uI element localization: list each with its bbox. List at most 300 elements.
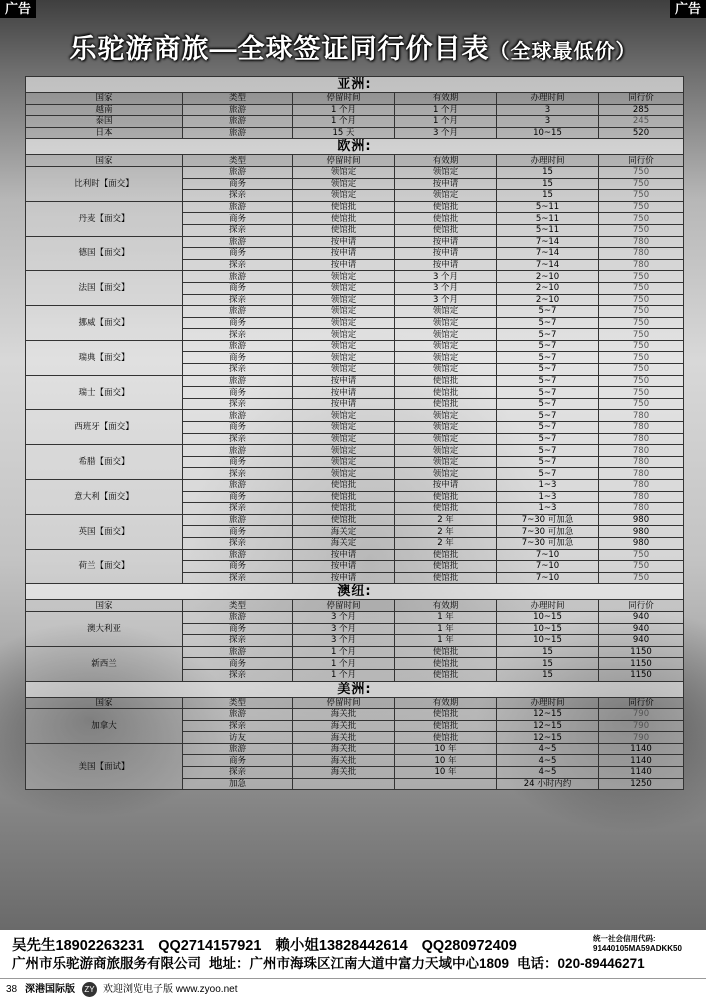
validity-cell: 领馆定 [395,352,497,364]
visa-type-cell: 商务 [183,282,293,294]
price-cell: 750 [599,398,684,410]
title-sub: （全球最低价） [489,41,637,63]
region-heading: 澳纽: [26,584,684,600]
price-cell: 780 [599,456,684,468]
price-cell: 750 [599,282,684,294]
column-header: 停留时间 [293,93,395,105]
column-header: 有效期 [395,600,497,612]
visa-type-cell: 商务 [183,526,293,538]
table-row [26,549,684,561]
processing-cell: 5~7 [497,410,599,422]
credit-code-value: 91440105MA59ADKK50 [593,944,682,953]
contact-lai: 赖小姐13828442614 [275,938,408,954]
validity-cell: 3 个月 [395,271,497,283]
table-row [26,236,684,248]
visa-type-cell: 探亲 [183,259,293,271]
price-cell: 980 [599,537,684,549]
table-row [26,514,684,526]
visa-type-cell: 旅游 [183,445,293,457]
stay-cell: 按申请 [293,259,395,271]
country-cell: 瑞典【面交】 [26,340,183,375]
processing-cell: 15 [497,646,599,658]
stay-cell: 领馆定 [293,422,395,434]
column-header-row [26,93,684,105]
price-cell: 790 [599,720,684,732]
stay-cell: 按申请 [293,387,395,399]
company-name: 广州市乐驼游商旅服务有限公司 [12,956,201,971]
visa-type-cell: 商务 [183,491,293,503]
stay-cell: 使馆批 [293,491,395,503]
stay-cell: 领馆定 [293,294,395,306]
visa-type-cell: 商务 [183,623,293,635]
validity-cell: 使馆批 [395,720,497,732]
stay-cell: 领馆定 [293,445,395,457]
column-header: 类型 [183,93,293,105]
column-header: 类型 [183,600,293,612]
table-row [26,201,684,213]
column-header: 同行价 [599,697,684,709]
validity-cell: 使馆批 [395,561,497,573]
stay-cell: 海关批 [293,755,395,767]
price-cell: 750 [599,561,684,573]
price-cell: 940 [599,611,684,623]
stay-cell: 领馆定 [293,352,395,364]
table-row [26,445,684,457]
processing-cell: 4~5 [497,755,599,767]
contact-wu: 吴先生18902263231 [12,938,145,954]
processing-cell: 7~14 [497,236,599,248]
price-cell: 1250 [599,778,684,790]
column-header: 类型 [183,697,293,709]
table-row [26,709,684,721]
processing-cell: 5~11 [497,224,599,236]
stay-cell: 15 天 [293,127,395,139]
visa-type-cell: 商务 [183,755,293,767]
ad-label-left: 广告 [0,0,36,18]
stay-cell: 海关批 [293,767,395,779]
table-row [26,340,684,352]
price-cell: 750 [599,340,684,352]
stay-cell: 领馆定 [293,456,395,468]
stay-cell: 按申请 [293,375,395,387]
validity-cell: 领馆定 [395,433,497,445]
region-heading: 亚洲: [26,77,684,93]
validity-cell: 使馆批 [395,646,497,658]
visa-type-cell: 旅游 [183,166,293,178]
table-row [26,743,684,755]
processing-cell: 15 [497,658,599,670]
processing-cell: 10~15 [497,611,599,623]
price-cell: 520 [599,127,684,139]
processing-cell: 15 [497,190,599,202]
validity-cell: 使馆批 [395,213,497,225]
visa-type-cell: 探亲 [183,572,293,584]
column-header: 有效期 [395,93,497,105]
website-link[interactable]: 欢迎浏览电子版 www.zyoo.net [103,984,238,995]
price-cell: 750 [599,549,684,561]
processing-cell: 1~3 [497,503,599,515]
price-cell: 1140 [599,767,684,779]
section-row [26,681,684,697]
validity-cell: 领馆定 [395,445,497,457]
validity-cell: 领馆定 [395,340,497,352]
column-header: 国家 [26,155,183,167]
visa-type-cell: 旅游 [183,514,293,526]
validity-cell: 领馆定 [395,329,497,341]
validity-cell: 10 年 [395,743,497,755]
visa-type-cell: 探亲 [183,468,293,480]
price-cell: 750 [599,201,684,213]
validity-cell: 使馆批 [395,387,497,399]
stay-cell: 使馆批 [293,201,395,213]
price-cell: 780 [599,503,684,515]
column-header: 同行价 [599,155,684,167]
stay-cell: 领馆定 [293,306,395,318]
processing-cell: 5~7 [497,456,599,468]
validity-cell: 按申请 [395,178,497,190]
processing-cell: 24 小时内约 [497,778,599,790]
country-cell: 瑞士【面交】 [26,375,183,410]
visa-type-cell: 探亲 [183,224,293,236]
region-heading: 美洲: [26,681,684,697]
processing-cell: 5~7 [497,375,599,387]
price-cell: 780 [599,259,684,271]
validity-cell: 按申请 [395,236,497,248]
table-row [26,375,684,387]
company-address: 地址：广州市海珠区江南大道中富力天域中心1809 [209,956,510,971]
country-cell: 加拿大 [26,709,183,744]
page-number: 38 [6,984,18,995]
section-row [26,584,684,600]
stay-cell: 按申请 [293,549,395,561]
table-row [26,166,684,178]
region-heading: 欧洲: [26,139,684,155]
table-row [26,480,684,492]
visa-type-cell: 旅游 [183,549,293,561]
visa-type-cell: 探亲 [183,767,293,779]
processing-cell: 5~7 [497,340,599,352]
country-cell: 西班牙【面交】 [26,410,183,445]
price-cell: 780 [599,248,684,260]
price-cell: 780 [599,480,684,492]
price-cell: 1140 [599,755,684,767]
validity-cell: 使馆批 [395,669,497,681]
column-header: 同行价 [599,600,684,612]
processing-cell: 5~7 [497,352,599,364]
validity-cell: 3 个月 [395,294,497,306]
visa-type-cell: 旅游 [183,306,293,318]
processing-cell: 2~10 [497,282,599,294]
price-cell: 780 [599,422,684,434]
visa-type-cell: 探亲 [183,294,293,306]
column-header: 停留时间 [293,155,395,167]
price-cell: 750 [599,166,684,178]
validity-cell: 10 年 [395,755,497,767]
processing-cell: 2~10 [497,294,599,306]
price-cell: 750 [599,306,684,318]
validity-cell: 领馆定 [395,306,497,318]
validity-cell: 1 年 [395,611,497,623]
page-title [0,30,706,68]
visa-type-cell: 旅游 [183,340,293,352]
price-cell: 750 [599,178,684,190]
processing-cell: 7~10 [497,561,599,573]
table-row [26,306,684,318]
visa-type-cell: 商务 [183,387,293,399]
validity-cell: 使馆批 [395,398,497,410]
country-cell: 新西兰 [26,646,183,681]
country-cell: 泰国 [26,116,183,128]
contact-lai-qq: QQ280972409 [421,938,517,954]
stay-cell: 海关批 [293,709,395,721]
visa-type-cell: 旅游 [183,271,293,283]
processing-cell: 7~14 [497,248,599,260]
processing-cell: 7~10 [497,549,599,561]
processing-cell: 5~11 [497,201,599,213]
visa-type-cell: 探亲 [183,190,293,202]
visa-type-cell: 探亲 [183,433,293,445]
price-cell: 750 [599,352,684,364]
validity-cell: 使馆批 [395,572,497,584]
stay-cell: 3 个月 [293,611,395,623]
column-header-row [26,697,684,709]
stay-cell: 按申请 [293,398,395,410]
stay-cell: 领馆定 [293,271,395,283]
column-header-row [26,600,684,612]
validity-cell: 1 年 [395,623,497,635]
validity-cell: 1 个月 [395,104,497,116]
processing-cell: 5~7 [497,306,599,318]
price-cell: 1140 [599,743,684,755]
stay-cell: 领馆定 [293,364,395,376]
visa-type-cell: 探亲 [183,537,293,549]
column-header: 类型 [183,155,293,167]
visa-type-cell: 商务 [183,178,293,190]
processing-cell: 10~15 [497,127,599,139]
price-cell: 940 [599,635,684,647]
visa-type-cell: 商务 [183,456,293,468]
visa-type-cell: 商务 [183,422,293,434]
column-header: 办理时间 [497,93,599,105]
price-cell: 780 [599,491,684,503]
processing-cell: 5~7 [497,433,599,445]
stay-cell: 领馆定 [293,190,395,202]
visa-type-cell: 旅游 [183,127,293,139]
visa-type-cell: 旅游 [183,116,293,128]
price-cell: 1150 [599,658,684,670]
visa-type-cell: 商务 [183,352,293,364]
validity-cell: 2 年 [395,526,497,538]
processing-cell: 3 [497,104,599,116]
stay-cell: 使馆批 [293,503,395,515]
stay-cell: 3 个月 [293,635,395,647]
price-cell: 790 [599,732,684,744]
column-header: 办理时间 [497,155,599,167]
processing-cell: 3 [497,116,599,128]
validity-cell: 2 年 [395,514,497,526]
validity-cell: 使馆批 [395,224,497,236]
stay-cell: 使馆批 [293,514,395,526]
visa-type-cell: 商务 [183,213,293,225]
price-cell: 750 [599,375,684,387]
validity-cell: 使馆批 [395,732,497,744]
visa-type-cell: 旅游 [183,611,293,623]
column-header: 同行价 [599,93,684,105]
price-cell: 750 [599,294,684,306]
column-header: 停留时间 [293,697,395,709]
stay-cell: 按申请 [293,236,395,248]
price-cell: 980 [599,514,684,526]
publisher-logo-icon: ZY [82,982,97,997]
ad-label-right: 广告 [670,0,706,18]
column-header: 有效期 [395,155,497,167]
column-header-row [26,155,684,167]
column-header: 国家 [26,93,183,105]
validity-cell: 使馆批 [395,491,497,503]
stay-cell: 1 个月 [293,658,395,670]
visa-type-cell: 旅游 [183,646,293,658]
processing-cell: 12~15 [497,732,599,744]
visa-type-cell: 探亲 [183,398,293,410]
table-row [26,611,684,623]
section-row [26,139,684,155]
price-cell: 780 [599,236,684,248]
visa-type-cell: 探亲 [183,669,293,681]
processing-cell: 5~7 [497,329,599,341]
country-cell: 希腊【面交】 [26,445,183,480]
visa-type-cell: 旅游 [183,375,293,387]
stay-cell: 海关定 [293,526,395,538]
price-cell: 750 [599,224,684,236]
price-cell: 1150 [599,646,684,658]
stay-cell: 1 个月 [293,646,395,658]
validity-cell: 按申请 [395,259,497,271]
table-row [26,410,684,422]
price-cell: 750 [599,329,684,341]
stay-cell: 按申请 [293,248,395,260]
validity-cell: 使馆批 [395,503,497,515]
processing-cell: 5~7 [497,317,599,329]
price-cell: 790 [599,709,684,721]
processing-cell: 5~7 [497,364,599,376]
processing-cell: 7~30 可加急 [497,537,599,549]
stay-cell: 海关批 [293,720,395,732]
validity-cell: 使馆批 [395,375,497,387]
validity-cell: 领馆定 [395,422,497,434]
stay-cell: 领馆定 [293,178,395,190]
processing-cell: 15 [497,669,599,681]
validity-cell: 领馆定 [395,410,497,422]
visa-type-cell: 商务 [183,658,293,670]
country-cell: 德国【面交】 [26,236,183,271]
visa-type-cell: 访友 [183,732,293,744]
price-cell: 780 [599,445,684,457]
section-row [26,77,684,93]
country-cell: 越南 [26,104,183,116]
contact-section [0,930,706,970]
country-cell: 英国【面交】 [26,514,183,549]
table-row [26,271,684,283]
visa-type-cell: 商务 [183,317,293,329]
validity-cell: 领馆定 [395,166,497,178]
country-cell: 挪威【面交】 [26,306,183,341]
processing-cell: 2~10 [497,271,599,283]
column-header: 国家 [26,600,183,612]
column-header: 国家 [26,697,183,709]
visa-type-cell: 探亲 [183,635,293,647]
price-cell: 750 [599,317,684,329]
stay-cell [293,778,395,790]
price-cell: 980 [599,526,684,538]
title-main: 乐驼游商旅—全球签证同行价目表 [69,34,490,64]
stay-cell: 领馆定 [293,410,395,422]
country-cell: 日本 [26,127,183,139]
stay-cell: 使馆批 [293,480,395,492]
validity-cell: 领馆定 [395,364,497,376]
country-cell: 荷兰【面交】 [26,549,183,584]
country-cell: 美国【面试】 [26,743,183,789]
processing-cell: 7~10 [497,572,599,584]
price-cell: 750 [599,190,684,202]
contact-wu-qq: QQ2714157921 [158,938,262,954]
processing-cell: 10~15 [497,623,599,635]
validity-cell: 使馆批 [395,709,497,721]
table-row [26,127,684,139]
processing-cell: 7~14 [497,259,599,271]
validity-cell [395,778,497,790]
table-row [26,646,684,658]
validity-cell: 3 个月 [395,127,497,139]
credit-code [593,933,701,953]
processing-cell: 15 [497,178,599,190]
visa-type-cell: 旅游 [183,236,293,248]
price-cell: 780 [599,468,684,480]
price-cell: 1150 [599,669,684,681]
price-cell: 940 [599,623,684,635]
price-cell: 750 [599,387,684,399]
processing-cell: 15 [497,166,599,178]
stay-cell: 领馆定 [293,166,395,178]
validity-cell: 1 年 [395,635,497,647]
credit-code-label: 统一社会信用代码: [593,934,656,943]
page-footer [0,978,706,1000]
price-cell: 750 [599,271,684,283]
stay-cell: 3 个月 [293,623,395,635]
stay-cell: 按申请 [293,572,395,584]
visa-type-cell: 商务 [183,561,293,573]
validity-cell: 使馆批 [395,658,497,670]
validity-cell: 领馆定 [395,190,497,202]
stay-cell: 领馆定 [293,317,395,329]
price-cell: 750 [599,364,684,376]
visa-type-cell: 旅游 [183,743,293,755]
price-cell: 780 [599,433,684,445]
visa-type-cell: 探亲 [183,503,293,515]
stay-cell: 领馆定 [293,329,395,341]
validity-cell: 领馆定 [395,468,497,480]
contact-line-2 [12,952,653,972]
processing-cell: 5~11 [497,213,599,225]
table-row [26,104,684,116]
processing-cell: 7~30 可加急 [497,526,599,538]
processing-cell: 5~7 [497,387,599,399]
stay-cell: 1 个月 [293,104,395,116]
stay-cell: 1 个月 [293,669,395,681]
price-cell: 780 [599,410,684,422]
visa-type-cell: 探亲 [183,720,293,732]
processing-cell: 10~15 [497,635,599,647]
column-header: 办理时间 [497,697,599,709]
